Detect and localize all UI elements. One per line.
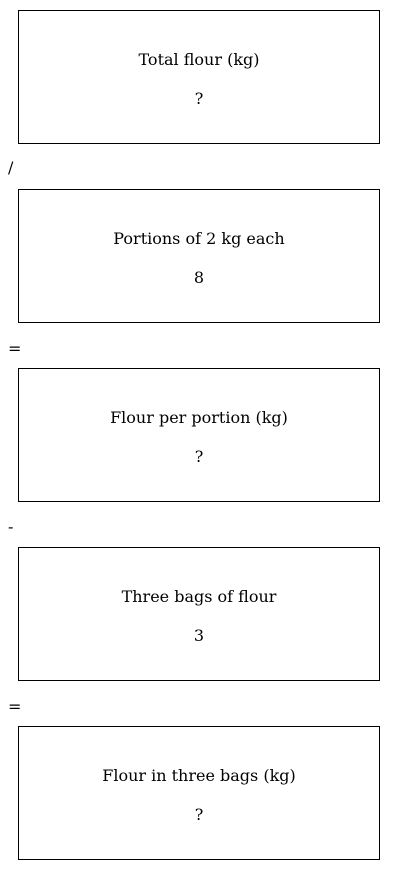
operator-minus: -: [8, 517, 14, 536]
operator-equals: =: [8, 697, 22, 716]
equation-box-portions: [18, 189, 380, 323]
box-value: ?: [194, 89, 204, 108]
box-value: ?: [194, 805, 204, 824]
equation-box-flour-in-three-bags: [18, 726, 380, 860]
box-label: Portions of 2 kg each: [113, 229, 285, 248]
operator-equals: =: [8, 339, 22, 358]
box-label: Flour per portion (kg): [110, 408, 288, 427]
equation-box-total-flour: [18, 10, 380, 144]
box-value: 3: [193, 626, 205, 645]
box-value: ?: [194, 447, 204, 466]
box-label: Flour in three bags (kg): [102, 766, 296, 785]
equation-box-flour-per-portion: [18, 368, 380, 502]
equation-box-three-bags: [18, 547, 380, 681]
box-value: 8: [193, 268, 205, 287]
operator-divide: /: [8, 158, 14, 177]
box-label: Total flour (kg): [138, 50, 260, 69]
box-label: Three bags of flour: [121, 587, 277, 606]
